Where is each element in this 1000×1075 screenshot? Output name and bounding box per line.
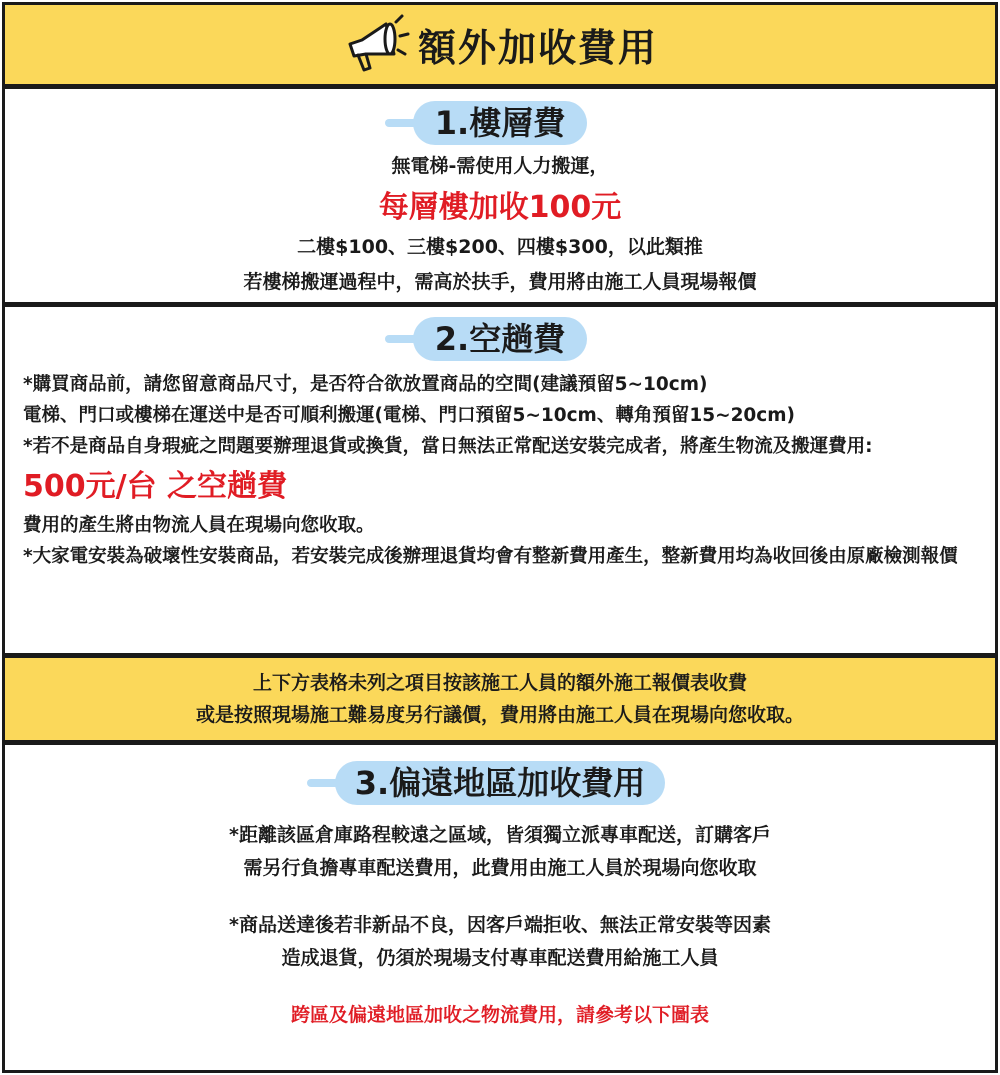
remote-para1-line2: 需另行負擔專車配送費用，此費用由施工人員於現場向您收取 <box>243 857 757 879</box>
empty-trip-fee-title: 2.空趟費 <box>413 317 587 361</box>
remote-para2-line2: 造成退貨，仍須於現場支付專車配送費用給施工人員 <box>281 947 719 969</box>
empty-trip-highlight: 500元/台 之空趟費 <box>23 469 288 504</box>
megaphone-icon <box>342 10 412 80</box>
floor-fee-line4: 若樓梯搬運過程中，需高於扶手，費用將由施工人員現場報價 <box>243 271 757 293</box>
remote-fee-highlight: 跨區及偏遠地區加收之物流費用，請參考以下圖表 <box>290 1004 709 1026</box>
empty-trip-line-2: 電梯、門口或樓梯在運送中是否可順利搬運(電梯、門口預留5~10cm、轉角預留15~20cm) <box>23 405 796 426</box>
floor-fee-line3: 二樓$100、三樓$200、四樓$300，以此類推 <box>297 236 703 258</box>
empty-trip-line-3: *若不是商品自身瑕疵之問題要辦理退貨或換貨，當日無法正常配送安裝完成者，將產生物流及搬運費用: <box>23 436 873 457</box>
header-title: 額外加收費用 <box>417 26 658 70</box>
notice-line1: 上下方表格未列之項目按該施工人員的額外施工報價表收費 <box>252 672 747 694</box>
empty-trip-fee-section <box>2 304 998 656</box>
header-banner <box>2 2 998 87</box>
floor-fee-highlight: 每層樓加收100元 <box>378 190 622 225</box>
floor-fee-title: 1.樓層費 <box>413 101 587 145</box>
remote-fee-title: 3.偏遠地區加收費用 <box>335 761 665 805</box>
empty-trip-line-4: 費用的產生將由物流人員在現場向您收取。 <box>23 515 375 536</box>
empty-trip-line-1: *購買商品前，請您留意商品尺寸，是否符合欲放置商品的空間(建議預留5~10cm) <box>23 374 708 395</box>
empty-trip-line-5: *大家電安裝為破壞性安裝商品，若安裝完成後辦理退貨均會有整新費用產生，整新費用均為收回後由原廠檢測報價 <box>23 546 958 567</box>
floor-fee-section <box>2 86 998 305</box>
remote-para1-line1: *距離該區倉庫路程較遠之區域，皆須獨立派專車配送，訂購客戶 <box>229 824 771 846</box>
notice-line2: 或是按照現場施工難易度另行議價，費用將由施工人員在現場向您收取。 <box>195 704 804 726</box>
floor-fee-line1: 無電梯-需使用人力搬運， <box>391 155 609 177</box>
remote-fee-section <box>2 742 998 1073</box>
notice-banner <box>2 655 998 743</box>
remote-para2-line1: *商品送達後若非新品不良，因客戶端拒收、無法正常安裝等因素 <box>229 914 771 936</box>
